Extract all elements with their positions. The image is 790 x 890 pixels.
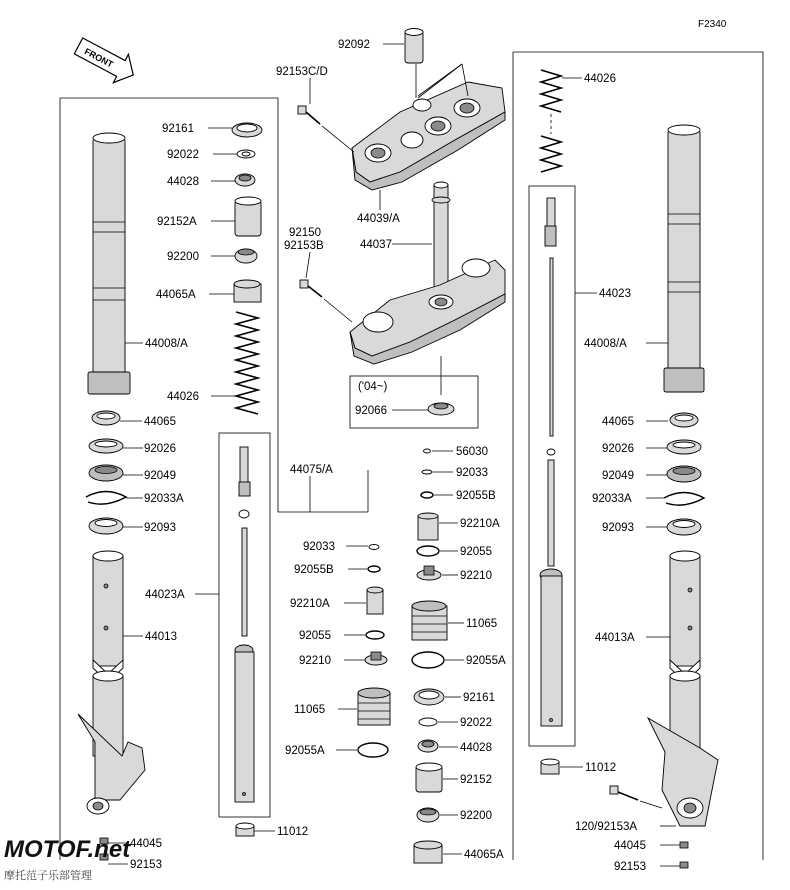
label-44026-left: 44026	[167, 391, 199, 403]
label-44023: 44023	[599, 288, 631, 300]
label-92153cd: 92153C/D	[276, 66, 328, 78]
label-44028-right: 44028	[460, 742, 492, 754]
year-note: ('04~)	[358, 381, 388, 393]
label-92093-right: 92093	[602, 522, 634, 534]
label-92092: 92092	[338, 39, 370, 51]
label-92055a-right: 92055A	[466, 655, 506, 667]
label-92152-right: 92152	[460, 774, 492, 786]
label-92033-right: 92033	[456, 467, 488, 479]
upper-triple-clamp	[352, 29, 505, 191]
label-11065-right: 11065	[466, 618, 498, 630]
label-44065a-right: 44065A	[464, 849, 504, 861]
label-92026-right: 92026	[602, 443, 634, 455]
bolt-lower-clamp	[300, 280, 352, 322]
right-group-outline	[513, 52, 763, 860]
label-92153-right: 92153	[614, 861, 646, 873]
label-44026-right: 44026	[584, 73, 616, 85]
label-44065-right: 44065	[602, 416, 634, 428]
label-92153b: 92153B	[284, 240, 324, 252]
label-92055b-right: 92055B	[456, 490, 496, 502]
label-92022-left: 92022	[167, 149, 199, 161]
left-fork-parts	[78, 123, 262, 860]
bolt-upper-clamp	[298, 106, 354, 152]
label-92022-right: 92022	[460, 717, 492, 729]
diagram-code: F2340	[698, 19, 727, 30]
label-92153-left: 92153	[130, 859, 162, 871]
label-92093-left: 92093	[144, 522, 176, 534]
watermark-subtitle: 摩托范子乐部管理	[4, 869, 92, 882]
label-92049-left: 92049	[144, 470, 176, 482]
label-92049-right: 92049	[602, 470, 634, 482]
label-92210-right: 92210	[460, 570, 492, 582]
label-92200-left: 92200	[167, 251, 199, 263]
label-92033a-left: 92033A	[144, 493, 184, 505]
label-44075a: 44075/A	[290, 464, 333, 476]
stem-nut-92066	[428, 403, 454, 415]
label-92210a-right: 92210A	[460, 518, 500, 530]
middle-column-parts	[358, 545, 390, 758]
label-92033-mid: 92033	[303, 541, 335, 553]
front-label: FRONT	[82, 46, 115, 70]
label-11012-left: 11012	[277, 826, 309, 838]
label-92055b-mid: 92055B	[294, 564, 334, 576]
label-44023a: 44023A	[145, 589, 185, 601]
label-44045-left: 44045	[130, 838, 162, 850]
right-fork-parts	[540, 70, 718, 868]
label-44039a: 44039/A	[357, 213, 400, 225]
label-92055-mid: 92055	[299, 630, 331, 642]
label-92150: 92150	[289, 227, 321, 239]
label-44008a-left: 44008/A	[145, 338, 188, 350]
label-56030: 56030	[456, 446, 488, 458]
label-92210a-mid: 92210A	[290, 598, 330, 610]
label-44008a-right: 44008/A	[584, 338, 627, 350]
label-92055a-mid: 92055A	[285, 745, 325, 757]
watermark-brand: MOTOF.net	[4, 836, 131, 863]
label-44028-left: 44028	[167, 176, 199, 188]
label-11012-right: 11012	[585, 762, 617, 774]
label-44045-right: 44045	[614, 840, 646, 852]
label-92161-left: 92161	[162, 123, 194, 135]
label-92055-right: 92055	[460, 546, 492, 558]
label-92033a-right: 92033A	[592, 493, 632, 505]
watermark-logo	[4, 836, 131, 882]
label-92152a: 92152A	[157, 216, 197, 228]
center-right-parts	[412, 449, 447, 863]
label-11065-mid: 11065	[294, 704, 326, 716]
label-44013a: 44013A	[595, 632, 635, 644]
label-92066: 92066	[355, 405, 387, 417]
label-92161-right: 92161	[463, 692, 495, 704]
label-92026-left: 92026	[144, 443, 176, 455]
label-44013: 44013	[145, 631, 177, 643]
label-44065-left: 44065	[144, 416, 176, 428]
label-92200-right: 92200	[460, 810, 492, 822]
label-92210-mid: 92210	[299, 655, 331, 667]
label-44037: 44037	[360, 239, 392, 251]
label-44065a-left: 44065A	[156, 289, 196, 301]
label-120-92153a: 120/92153A	[575, 821, 638, 833]
front-arrow-icon	[71, 32, 141, 89]
